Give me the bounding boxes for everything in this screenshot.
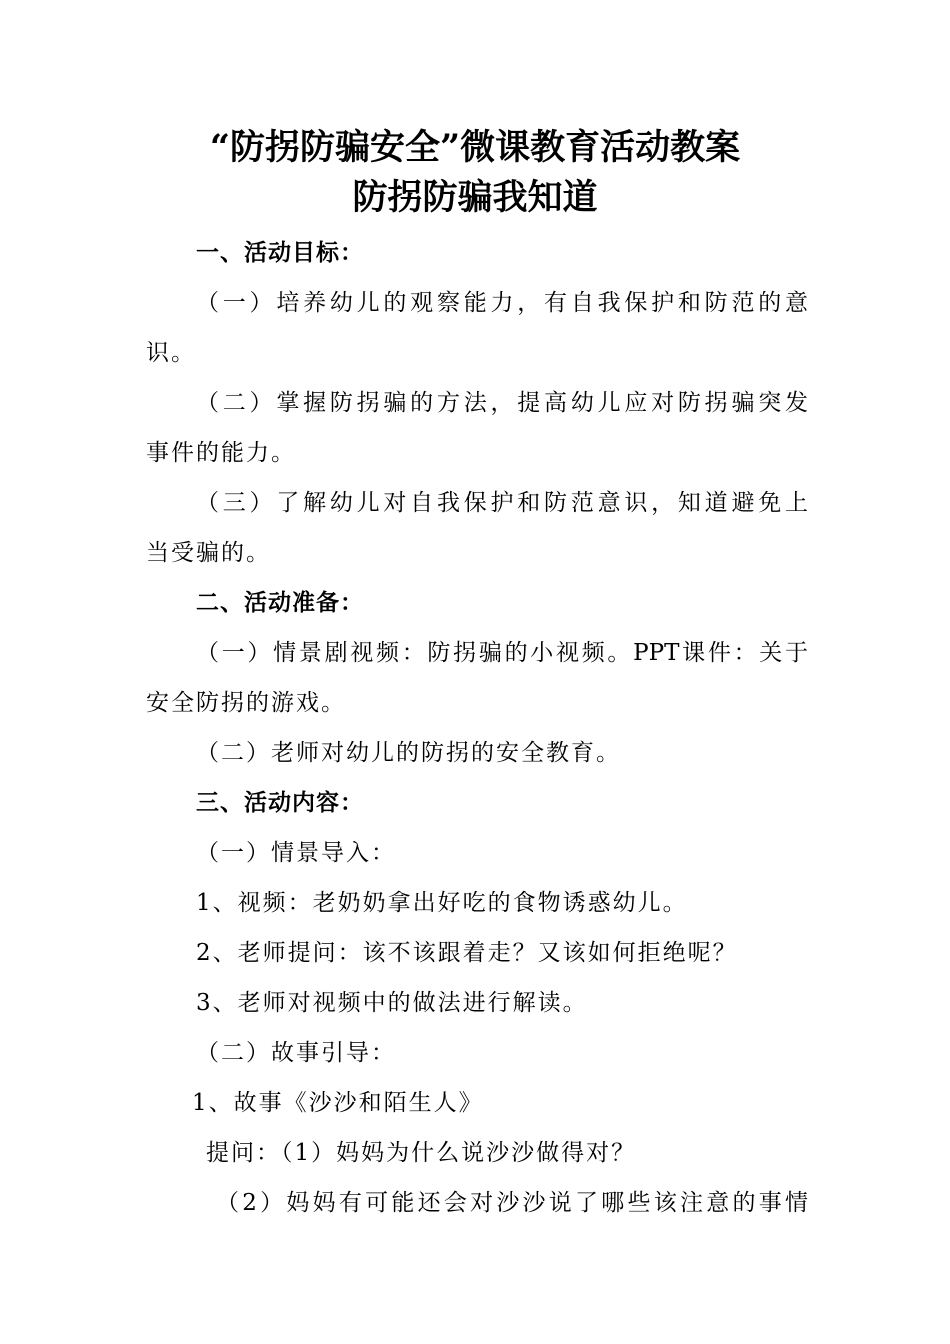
section-heading-preparation: 二、活动准备： <box>196 590 364 616</box>
section-heading-content: 三、活动内容： <box>196 790 364 816</box>
paragraph-line: （一）培养幼儿的观察能力，有自我保护和防范的意 <box>196 290 808 316</box>
section-heading-goals: 一、活动目标： <box>196 240 364 266</box>
paragraph-line: 当受骗的。 <box>146 540 271 566</box>
subsection-heading: （二）故事引导： <box>196 1040 396 1066</box>
paragraph-line: （三）了解幼儿对自我保护和防范意识，知道避免上 <box>196 490 808 516</box>
paragraph-line: 事件的能力。 <box>146 440 296 466</box>
paragraph-line: 安全防拐的游戏。 <box>146 690 346 716</box>
list-item: 3、老师对视频中的做法进行解读。 <box>196 990 588 1016</box>
list-item: 1、故事《沙沙和陌生人》 <box>192 1090 484 1116</box>
paragraph-line: 识。 <box>146 340 196 366</box>
list-item: 1、视频：老奶奶拿出好吃的食物诱惑幼儿。 <box>196 890 688 916</box>
paragraph-line: （二）掌握防拐骗的方法，提高幼儿应对防拐骗突发 <box>196 390 808 416</box>
document-subtitle: 防拐防骗我知道 <box>352 177 598 218</box>
paragraph-line: （二）老师对幼儿的防拐的安全教育。 <box>196 740 621 766</box>
question-line: 提问：（1）妈妈为什么说沙沙做得对？ <box>206 1140 637 1166</box>
question-line: （2）妈妈有可能还会对沙沙说了哪些该注意的事情 <box>216 1190 808 1216</box>
paragraph-line: （一）情景剧视频：防拐骗的小视频。PPT课件：关于 <box>196 640 808 666</box>
document-title: “防拐防骗安全”微课教育活动教案 <box>209 127 741 168</box>
subsection-heading: （一）情景导入： <box>196 840 396 866</box>
list-item: 2、老师提问：该不该跟着走？又该如何拒绝呢？ <box>196 940 738 966</box>
